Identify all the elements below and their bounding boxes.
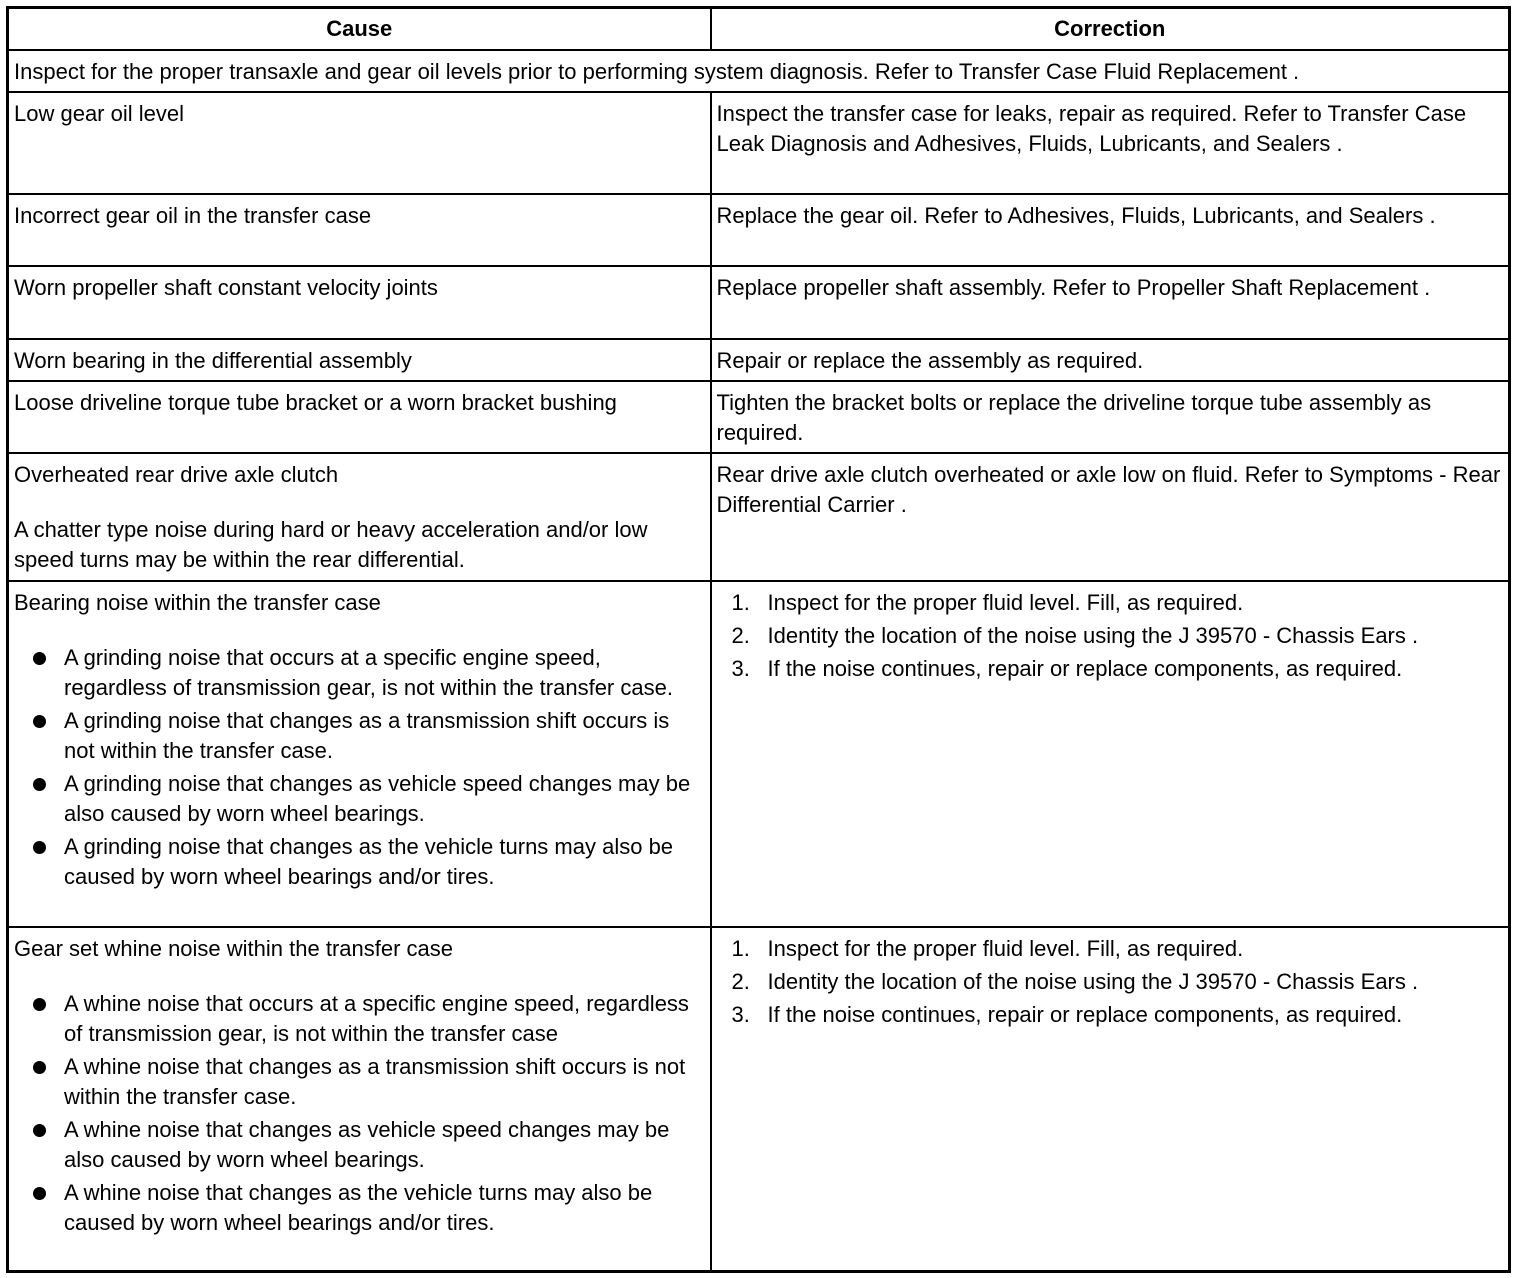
cause-cell	[8, 453, 711, 581]
step-number: 2.	[731, 622, 750, 648]
step-number: 1.	[731, 589, 750, 615]
list-item-text: A whine noise that occurs at a specific engine speed, regardless of transmission gear, is not within the transfer case	[64, 990, 689, 1046]
list-item	[14, 1115, 706, 1175]
step-item	[717, 621, 1505, 651]
correction-cell: Inspect the transfer case for leaks, repair as required. Refer to Transfer Case Leak Diagnosis and Adhesives, Fluids, Lubricants, and Sealers .	[711, 92, 1510, 194]
header-row	[8, 8, 1510, 50]
step-text: Inspect for the proper fluid level. Fill, as required.	[767, 589, 1244, 615]
list-item-text: A whine noise that changes as a transmission shift occurs is not within the transfer case.	[64, 1053, 686, 1109]
table-row	[8, 194, 1510, 266]
cause-cell: Worn bearing in the differential assembly	[8, 339, 711, 381]
step-text: Identity the location of the noise using the J 39570 - Chassis Ears .	[767, 968, 1419, 994]
table-row	[8, 927, 1510, 1272]
cause-cell	[8, 581, 711, 927]
correction-cell	[711, 581, 1510, 927]
correction-cell: Rear drive axle clutch overheated or axle low on fluid. Refer to Symptoms - Rear Differential Carrier .	[711, 453, 1510, 581]
note-cell: Inspect for the proper transaxle and gear oil levels prior to performing system diagnosis. Refer to Transfer Case Fluid Replacement .	[8, 50, 1510, 92]
correction-cell: Replace the gear oil. Refer to Adhesives, Fluids, Lubricants, and Sealers .	[711, 194, 1510, 266]
list-item	[14, 643, 706, 703]
step-item	[717, 588, 1505, 618]
bullet-icon	[33, 652, 46, 665]
step-item	[717, 934, 1505, 964]
bullet-icon	[33, 715, 46, 728]
table-row	[8, 381, 1510, 453]
step-number: 3.	[731, 1001, 750, 1027]
step-text: Inspect for the proper fluid level. Fill, as required.	[767, 935, 1244, 961]
bullet-icon	[33, 998, 46, 1011]
table-row	[8, 581, 1510, 927]
step-item	[717, 654, 1505, 684]
list-item	[14, 1178, 706, 1238]
list-item	[14, 832, 706, 892]
cause-title: Bearing noise within the transfer case	[14, 589, 381, 615]
bullet-icon	[33, 1061, 46, 1074]
cause-title: Gear set whine noise within the transfer case	[14, 935, 454, 961]
bullet-icon	[33, 841, 46, 854]
step-text: If the noise continues, repair or replace components, as required.	[767, 1001, 1403, 1027]
header-cause: Cause	[8, 8, 711, 50]
bullet-list	[14, 989, 706, 1238]
list-item-text: A whine noise that changes as vehicle speed changes may be also caused by worn wheel bearings.	[64, 1116, 670, 1172]
list-item-text: A grinding noise that changes as a transmission shift occurs is not within the transfer case.	[64, 707, 670, 763]
list-item	[14, 989, 706, 1049]
bullet-icon	[33, 778, 46, 791]
table-row	[8, 92, 1510, 194]
step-list	[717, 588, 1505, 684]
step-item	[717, 1000, 1505, 1030]
step-number: 2.	[731, 968, 750, 994]
step-number: 3.	[731, 655, 750, 681]
correction-cell: Replace propeller shaft assembly. Refer to Propeller Shaft Replacement .	[711, 266, 1510, 339]
diagnosis-table	[6, 6, 1511, 1273]
step-number: 1.	[731, 935, 750, 961]
correction-cell: Repair or replace the assembly as required.	[711, 339, 1510, 381]
table-row	[8, 453, 1510, 581]
cause-cell: Low gear oil level	[8, 92, 711, 194]
bullet-list	[14, 643, 706, 892]
step-text: Identity the location of the noise using the J 39570 - Chassis Ears .	[767, 622, 1419, 648]
cause-title: Overheated rear drive axle clutch	[14, 461, 339, 487]
list-item	[14, 1052, 706, 1112]
list-item	[14, 706, 706, 766]
note-row	[8, 50, 1510, 92]
correction-cell: Tighten the bracket bolts or replace the driveline torque tube assembly as required.	[711, 381, 1510, 453]
list-item-text: A grinding noise that changes as vehicle speed changes may be also caused by worn wheel bearings.	[64, 770, 691, 826]
step-text: If the noise continues, repair or replace components, as required.	[767, 655, 1403, 681]
step-item	[717, 967, 1505, 997]
table-row	[8, 266, 1510, 339]
list-item-text: A grinding noise that occurs at a specific engine speed, regardless of transmission gear, is not within the transfer case.	[64, 644, 673, 700]
header-correction: Correction	[711, 8, 1510, 50]
cause-cell	[8, 927, 711, 1272]
list-item-text: A grinding noise that changes as the vehicle turns may also be caused by worn wheel bearings and/or tires.	[64, 833, 674, 889]
step-list	[717, 934, 1505, 1030]
table-row	[8, 339, 1510, 381]
list-item-text: A whine noise that changes as the vehicle turns may also be caused by worn wheel bearings and/or tires.	[64, 1179, 653, 1235]
cause-cell: Worn propeller shaft constant velocity joints	[8, 266, 711, 339]
cause-note: A chatter type noise during hard or heavy acceleration and/or low speed turns may be within the rear differential.	[14, 516, 648, 572]
list-item	[14, 769, 706, 829]
bullet-icon	[33, 1124, 46, 1137]
correction-cell	[711, 927, 1510, 1272]
cause-cell: Incorrect gear oil in the transfer case	[8, 194, 711, 266]
cause-cell: Loose driveline torque tube bracket or a worn bracket bushing	[8, 381, 711, 453]
bullet-icon	[33, 1187, 46, 1200]
